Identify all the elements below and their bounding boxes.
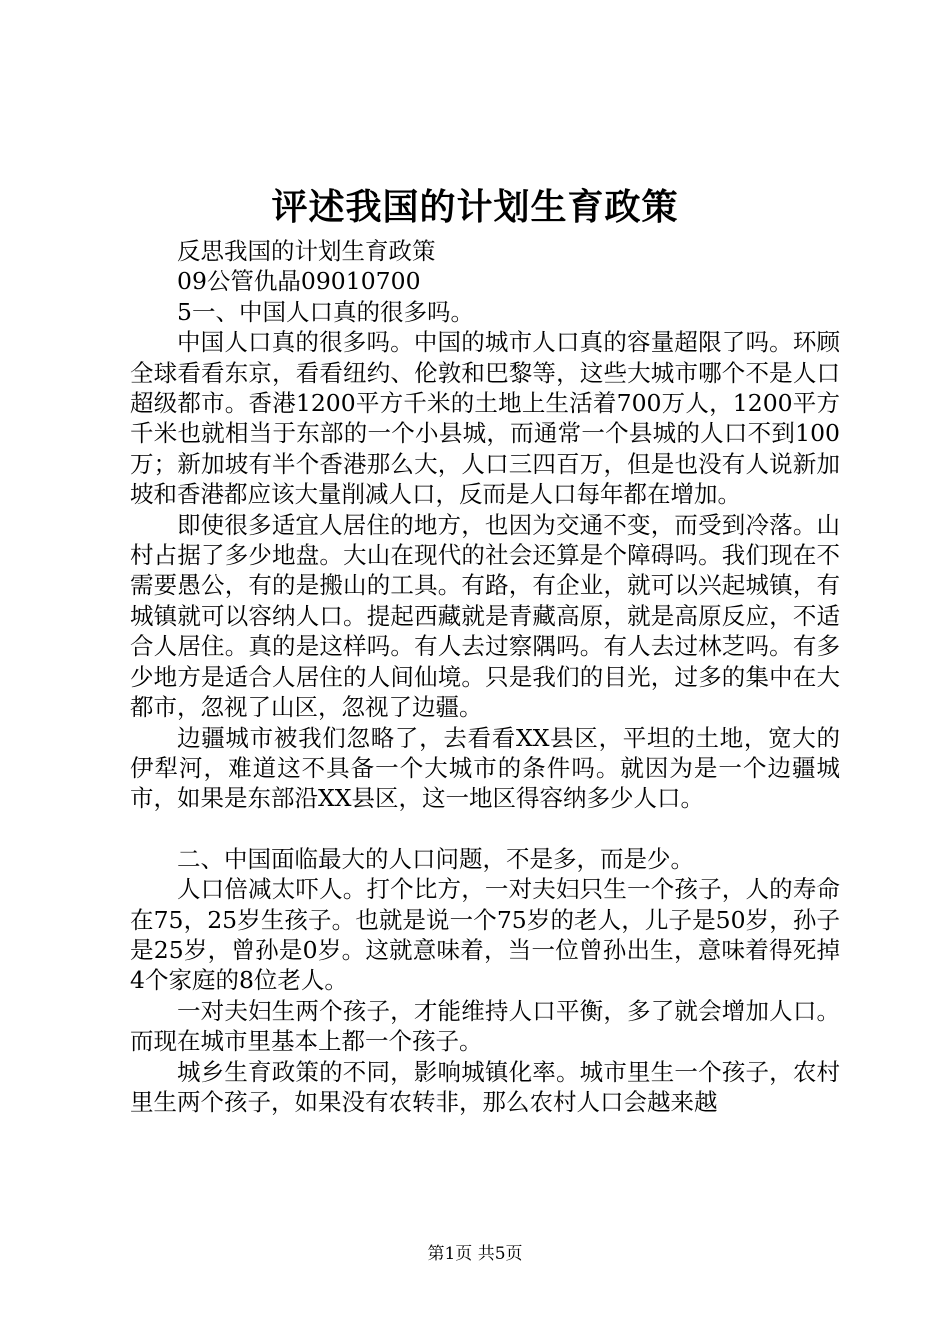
page-number-footer: 第1页 共5页 [427,1244,523,1264]
paragraph: 城乡生育政策的不同，影响城镇化率。城市里生一个孩子，农村里生两个孩子，如果没有农转非，那么农村人口会越来越 [130,1057,840,1116]
document-title: 评述我国的计划生育政策 [271,186,679,228]
paragraph-gap [130,814,840,844]
author-line: 09公管仇晶09010700 [177,267,421,296]
section-heading: 5一、中国人口真的很多吗。 [177,297,474,326]
paragraph: 边疆城市被我们忽略了，去看看XX县区，平坦的土地，宽大的伊犁河，难道这不具备一个大城市的条件吗。就因为是一个边疆城市，如果是东部沿XX县区，这一地区得容纳多少人口。 [130,723,840,813]
document-body [130,236,840,1117]
subtitle-line: 反思我国的计划生育政策 [177,237,436,265]
paragraph: 即使很多适宜人居住的地方，也因为交通不变，而受到冷落。山村占据了多少地盘。大山在现代的社会还算是个障碍吗。我们现在不需要愚公，有的是搬山的工具。有路，有企业，就可以兴起城镇，有城镇就可以容纳人口。提起西藏就是青藏高原，就是高原反应，不适合人居住。真的是这样吗。有人去过察隅吗。有人去过林芝吗。有多少地方是适合人居住的人间仙境。只是我们的目光，过多的集中在大都市，忽视了山区，忽视了边疆。 [130,510,840,722]
section-heading: 二、中国面临最大的人口问题，不是多，而是少。 [177,844,694,873]
paragraph: 中国人口真的很多吗。中国的城市人口真的容量超限了吗。环顾全球看看东京，看看纽约、伦敦和巴黎等，这些大城市哪个不是人口超级都市。香港1200平方千米的土地上生活着700万人，1200平方千米也就相当于东部的一个小县城，而通常一个县城的人口不到100万；新加坡有半个香港那么大，人口三四百万，但是也没有人说新加坡和香港都应该大量削减人口，反而是人口每年都在增加。 [130,328,840,509]
paragraph: 一对夫妇生两个孩子，才能维持人口平衡，多了就会增加人口。而现在城市里基本上都一个孩子。 [130,996,840,1056]
paragraph: 人口倍减太吓人。打个比方，一对夫妇只生一个孩子，人的寿命在75，25岁生孩子。也就是说一个75岁的老人，儿子是50岁，孙子是25岁，曾孙是0岁。这就意味着，当一位曾孙出生，意味着得死掉4个家庭的8位老人。 [130,875,840,995]
